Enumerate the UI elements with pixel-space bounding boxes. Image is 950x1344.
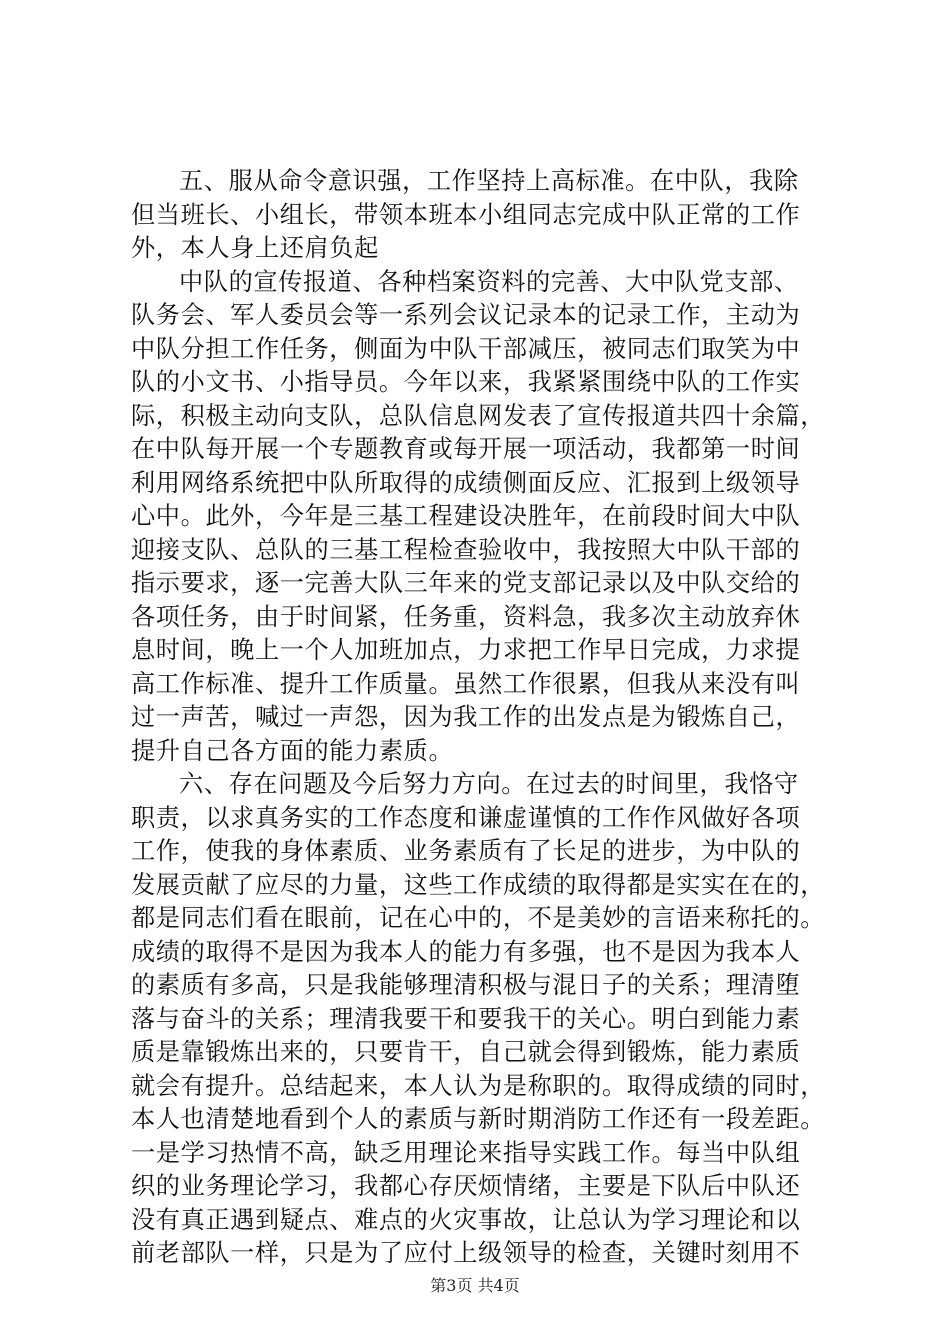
text-line: 利用网络系统把中队所取得的成绩侧面反应、汇报到上级领导 <box>131 468 801 497</box>
text-line: 但当班长、小组长，带领本班本小组同志完成中队正常的工作 <box>131 200 801 229</box>
text-line: 过一声苦，喊过一声怨，因为我工作的出发点是为锻炼自己， <box>131 703 801 731</box>
text-line: 指示要求，逐一完善大队三年来的党支部记录以及中队交给的 <box>131 569 801 597</box>
body-text <box>131 165 835 1271</box>
text-line: 职责，以求真务实的工作态度和谦虚谨慎的工作作风做好各项 <box>131 803 801 832</box>
text-line: 提升自己各方面的能力素质。 <box>131 736 454 765</box>
text-line: 织的业务理论学习，我都心存厌烦情绪，主要是下队后中队还 <box>131 1172 801 1200</box>
text-line: 在中队每开展一个专题教育或每开展一项活动，我都第一时间 <box>131 435 801 463</box>
text-line: 质是靠锻炼出来的，只要肯干，自己就会得到锻炼，能力素质 <box>131 1038 801 1066</box>
text-line: 高工作标准、提升工作质量。虽然工作很累，但我从来没有叫 <box>131 669 801 698</box>
text-line: 发展贡献了应尽的力量，这些工作成绩的取得都是实实在在的， <box>131 870 826 899</box>
paragraph-first-line: 中队的宣传报道、各种档案资料的完善、大中队党支部、 <box>179 267 799 296</box>
text-line: 的素质有多高，只是我能够理清积极与混日子的关系；理清堕 <box>131 971 801 999</box>
text-line: 前老部队一样，只是为了应付上级领导的检查，关键时刻用不 <box>131 1239 801 1267</box>
paragraph-first-line: 六、存在问题及今后努力方向。在过去的时间里，我恪守 <box>179 770 799 798</box>
text-line: 心中。此外，今年是三基工程建设决胜年，在前段时间大中队 <box>131 502 801 530</box>
text-line: 迎接支队、总队的三基工程检查验收中，我按照大中队干部的 <box>131 535 801 564</box>
text-line: 中队分担工作任务，侧面为中队干部减压，被同志们取笑为中 <box>131 334 801 363</box>
paragraph-first-line: 五、服从命令意识强，工作坚持上高标准。在中队，我除 <box>179 167 799 195</box>
text-line: 各项任务，由于时间紧，任务重，资料急，我多次主动放弃休 <box>131 602 801 631</box>
text-line: 队的小文书、小指导员。今年以来，我紧紧围绕中队的工作实 <box>131 368 801 396</box>
text-line: 没有真正遇到疑点、难点的火灾事故，让总认为学习理论和以 <box>131 1205 801 1234</box>
text-line: 都是同志们看在眼前，记在心中的，不是美妙的言语来称托的。 <box>131 904 826 932</box>
page-footer: 第3页 共4页 <box>430 1276 520 1295</box>
text-line: 落与奋斗的关系；理清我要干和要我干的关心。明白到能力素 <box>131 1004 801 1033</box>
text-line: 外，本人身上还肩负起 <box>131 234 379 262</box>
text-line: 成绩的取得不是因为我本人的能力有多强，也不是因为我本人 <box>131 937 801 966</box>
text-line: 息时间，晚上一个人加班加点，力求把工作早日完成，力求提 <box>131 636 801 664</box>
text-line: 本人也清楚地看到个人的素质与新时期消防工作还有一段差距。 <box>131 1105 826 1133</box>
text-line: 一是学习热情不高，缺乏用理论来指导实践工作。每当中队组 <box>131 1138 801 1167</box>
text-line: 就会有提升。总结起来，本人认为是称职的。取得成绩的同时， <box>131 1071 826 1100</box>
text-line: 队务会、军人委员会等一系列会议记录本的记录工作，主动为 <box>131 301 801 329</box>
text-line: 工作，使我的身体素质、业务素质有了长足的进步，为中队的 <box>131 837 801 865</box>
text-line: 际，积极主动向支队，总队信息网发表了宣传报道共四十余篇， <box>131 401 826 430</box>
